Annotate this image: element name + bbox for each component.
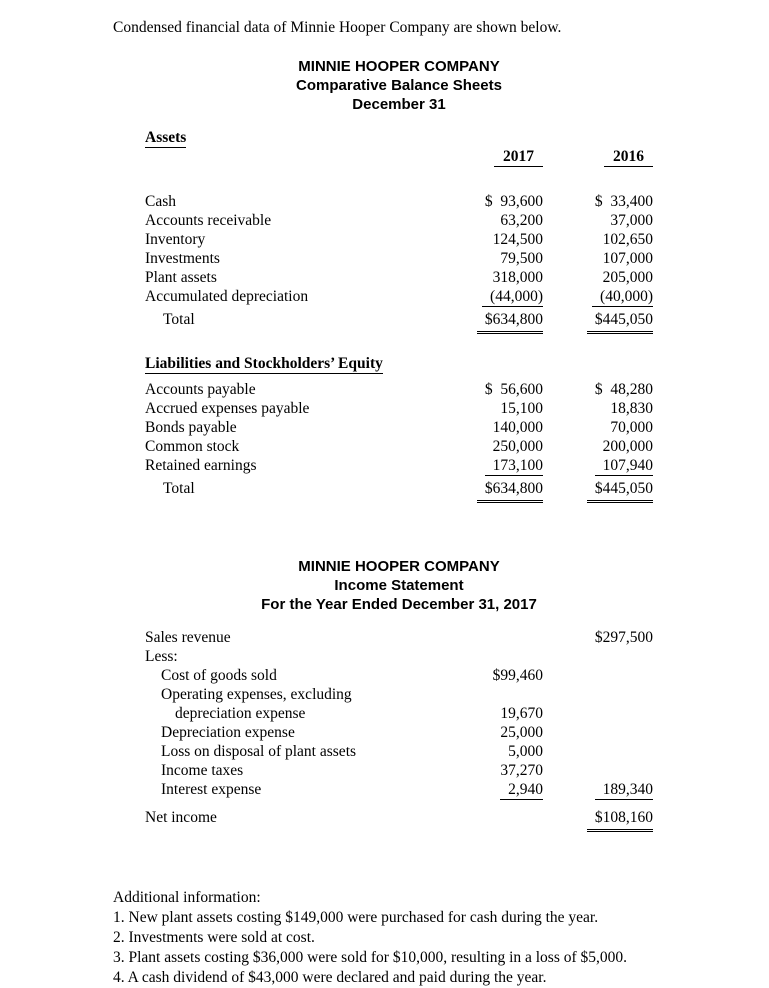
assets-section-header-cell bbox=[145, 128, 433, 148]
value-2017: 173,100 bbox=[485, 456, 543, 476]
value-cell bbox=[543, 249, 653, 268]
additional-info-item: 2. Investments were sold at cost. bbox=[113, 929, 315, 946]
value-cell bbox=[543, 230, 653, 249]
value-cell bbox=[433, 456, 543, 476]
income-statement-company-name: MINNIE HOOPER COMPANY bbox=[298, 558, 500, 575]
row-label: Accounts payable bbox=[145, 381, 256, 398]
value-cell bbox=[433, 192, 543, 211]
table-row bbox=[145, 418, 653, 437]
additional-info-header: Additional information: bbox=[113, 889, 261, 906]
row-label: Accumulated depreciation bbox=[145, 288, 309, 305]
value-cell bbox=[543, 780, 653, 800]
additional-info bbox=[113, 888, 769, 988]
value-cell bbox=[433, 128, 543, 186]
table-row bbox=[145, 211, 653, 230]
row-label: Plant assets bbox=[145, 269, 217, 286]
row-label: Accounts receivable bbox=[145, 212, 272, 229]
table-row bbox=[145, 456, 653, 476]
column-header-2016: 2016 bbox=[604, 147, 653, 167]
value-cell bbox=[433, 742, 543, 761]
value-2016: $445,050 bbox=[587, 479, 653, 503]
value-2016: 37,000 bbox=[610, 212, 653, 229]
additional-info-item: 4. A cash dividend of $43,000 were declared and paid during the year. bbox=[113, 969, 547, 986]
balance-sheet-heading bbox=[145, 57, 653, 114]
value-cell bbox=[543, 268, 653, 287]
value-2017: (44,000) bbox=[482, 287, 543, 307]
column-header-2017: 2017 bbox=[494, 147, 543, 167]
row-label: Less: bbox=[145, 648, 178, 665]
row-label: Total bbox=[163, 311, 195, 328]
value-cell bbox=[433, 268, 543, 287]
value-cell bbox=[543, 192, 653, 211]
value-cell bbox=[433, 287, 543, 307]
value-2017: $ 56,600 bbox=[484, 381, 543, 398]
table-row bbox=[145, 723, 653, 742]
balance-sheet bbox=[145, 57, 653, 832]
table-row bbox=[145, 780, 653, 800]
value-2016: 102,650 bbox=[602, 231, 653, 248]
additional-info-item: 1. New plant assets costing $149,000 were purchased for cash during the year. bbox=[113, 909, 599, 926]
table-row bbox=[145, 287, 653, 307]
table-row bbox=[145, 685, 653, 704]
row-label: Loss on disposal of plant assets bbox=[161, 743, 357, 760]
value-cell bbox=[433, 780, 543, 800]
value-cell bbox=[433, 230, 543, 249]
table-row bbox=[145, 628, 653, 647]
value-cell bbox=[433, 249, 543, 268]
value-cell bbox=[543, 456, 653, 476]
value-2017: $ 93,600 bbox=[484, 193, 543, 210]
value-col1: $99,460 bbox=[492, 667, 543, 684]
value-2016: $445,050 bbox=[587, 310, 653, 334]
additional-info-item: 3. Plant assets costing $36,000 were sold for $10,000, resulting in a loss of $5,000. bbox=[113, 949, 628, 966]
table-row bbox=[145, 666, 653, 685]
row-label: Cost of goods sold bbox=[161, 667, 277, 684]
row-label: Operating expenses, excluding bbox=[161, 686, 352, 703]
value-col1: 5,000 bbox=[508, 743, 543, 760]
value-2016: 107,000 bbox=[602, 250, 653, 267]
value-col2: $297,500 bbox=[594, 629, 653, 646]
row-label: Bonds payable bbox=[145, 419, 237, 436]
table-row bbox=[145, 399, 653, 418]
row-label: depreciation expense bbox=[175, 705, 306, 722]
row-label: Retained earnings bbox=[145, 457, 257, 474]
value-cell bbox=[433, 310, 543, 334]
balance-sheet-company-name: MINNIE HOOPER COMPANY bbox=[298, 58, 500, 75]
value-cell bbox=[543, 808, 653, 832]
table-row bbox=[145, 380, 653, 399]
value-2017: $634,800 bbox=[477, 479, 543, 503]
value-2016: 18,830 bbox=[610, 400, 653, 417]
value-cell bbox=[433, 380, 543, 399]
balance-sheet-date: December 31 bbox=[352, 96, 446, 113]
table-row bbox=[145, 761, 653, 780]
value-cell bbox=[433, 761, 543, 780]
row-label: Accrued expenses payable bbox=[145, 400, 310, 417]
value-col2: 189,340 bbox=[595, 780, 653, 800]
value-cell bbox=[433, 399, 543, 418]
value-2017: 124,500 bbox=[492, 231, 543, 248]
value-cell bbox=[543, 128, 653, 186]
value-cell bbox=[543, 437, 653, 456]
liabilities-section-header-row bbox=[145, 354, 653, 374]
table-row bbox=[145, 230, 653, 249]
value-cell bbox=[543, 479, 653, 503]
table-row bbox=[145, 647, 653, 666]
liabilities-total-row bbox=[145, 479, 653, 503]
value-cell bbox=[433, 704, 543, 723]
value-2016: 70,000 bbox=[610, 419, 653, 436]
value-2016: 200,000 bbox=[602, 438, 653, 455]
value-col1: 37,270 bbox=[500, 762, 543, 779]
intro-text: Condensed financial data of Minnie Hooper Company are shown below. bbox=[113, 19, 562, 36]
value-2016: $ 33,400 bbox=[594, 193, 653, 210]
value-2016: (40,000) bbox=[592, 287, 653, 307]
value-2016: 107,940 bbox=[595, 456, 653, 476]
row-label: Common stock bbox=[145, 438, 240, 455]
table-row bbox=[145, 704, 653, 723]
value-2017: 63,200 bbox=[500, 212, 543, 229]
value-cell bbox=[543, 628, 653, 647]
assets-section-header: Assets bbox=[145, 129, 187, 146]
value-col1: 25,000 bbox=[500, 724, 543, 741]
value-cell bbox=[543, 418, 653, 437]
liabilities-section-header-cell bbox=[145, 354, 433, 374]
row-label: Total bbox=[163, 480, 195, 497]
table-row bbox=[145, 192, 653, 211]
row-label: Interest expense bbox=[161, 781, 262, 798]
income-statement-period: For the Year Ended December 31, 2017 bbox=[261, 596, 537, 613]
row-label: Cash bbox=[145, 193, 176, 210]
value-col2: $108,160 bbox=[587, 808, 653, 832]
value-cell bbox=[543, 399, 653, 418]
value-2017: 318,000 bbox=[492, 269, 543, 286]
value-cell bbox=[433, 418, 543, 437]
value-2017: 140,000 bbox=[492, 419, 543, 436]
value-cell bbox=[433, 723, 543, 742]
value-cell bbox=[543, 211, 653, 230]
value-2016: 205,000 bbox=[602, 269, 653, 286]
net-income-row bbox=[145, 808, 653, 832]
value-cell bbox=[543, 310, 653, 334]
value-cell bbox=[433, 666, 543, 685]
balance-sheet-column-header-row bbox=[145, 128, 653, 186]
table-row bbox=[145, 742, 653, 761]
value-col1: 2,940 bbox=[500, 780, 543, 800]
value-cell bbox=[433, 211, 543, 230]
value-2016: $ 48,280 bbox=[594, 381, 653, 398]
row-label: Net income bbox=[145, 809, 217, 826]
balance-sheet-subtitle: Comparative Balance Sheets bbox=[296, 77, 502, 94]
income-statement-subtitle: Income Statement bbox=[334, 577, 464, 594]
value-2017: 79,500 bbox=[500, 250, 543, 267]
value-2017: 250,000 bbox=[492, 438, 543, 455]
table-row bbox=[145, 268, 653, 287]
value-cell bbox=[433, 437, 543, 456]
assets-total-row bbox=[145, 310, 653, 334]
table-row bbox=[145, 249, 653, 268]
row-label: Inventory bbox=[145, 231, 206, 248]
row-label: Income taxes bbox=[161, 762, 244, 779]
row-label: Depreciation expense bbox=[161, 724, 295, 741]
row-label: Investments bbox=[145, 250, 220, 267]
value-cell bbox=[543, 380, 653, 399]
row-label: Sales revenue bbox=[145, 629, 231, 646]
value-cell bbox=[543, 287, 653, 307]
value-cell bbox=[433, 479, 543, 503]
liabilities-section-header: Liabilities and Stockholders’ Equity bbox=[145, 355, 383, 372]
table-row bbox=[145, 437, 653, 456]
value-col1: 19,670 bbox=[500, 705, 543, 722]
income-statement-heading bbox=[145, 557, 653, 614]
value-2017: $634,800 bbox=[477, 310, 543, 334]
value-2017: 15,100 bbox=[500, 400, 543, 417]
